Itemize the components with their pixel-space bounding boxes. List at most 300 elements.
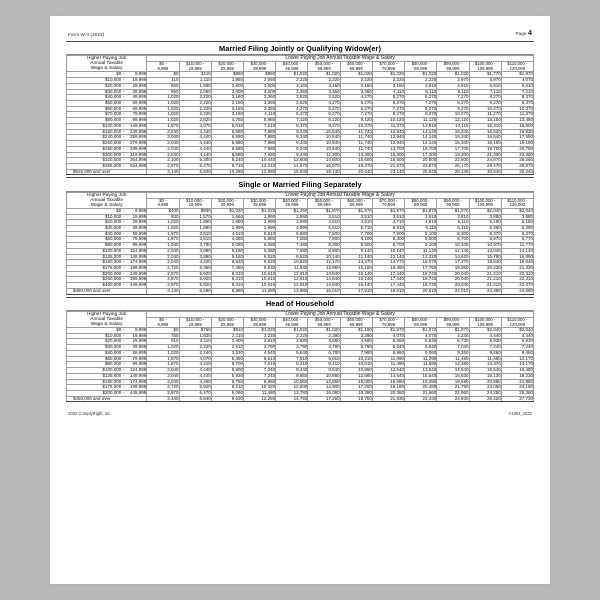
row-range-label: $450,000 and over	[67, 288, 147, 294]
table-cell: 6,310	[437, 225, 469, 231]
table-cell: 11,370	[501, 112, 533, 118]
table-cell: 6,290	[179, 288, 211, 294]
table-cell: 11,490	[372, 362, 404, 368]
range-low: $50,000	[105, 100, 122, 106]
table-cell: 15,310	[469, 123, 501, 129]
table-cell: 8,500	[405, 237, 437, 243]
table-cell: 4,440	[179, 152, 211, 158]
table-cell: 16,140	[340, 283, 372, 289]
table-cell: $1,190	[340, 328, 372, 334]
table-cell: 13,860	[308, 266, 340, 272]
column-header-bottom: 49,999	[285, 321, 299, 327]
table-cell: 3,510	[308, 214, 340, 220]
table-cell: 1,870	[147, 231, 179, 237]
table-cell: 21,210	[469, 283, 501, 289]
table-cell: 13,300	[340, 152, 372, 158]
table-cell: 16,070	[405, 260, 437, 266]
corner-header	[67, 192, 147, 208]
table-cell: 24,680	[501, 288, 533, 294]
table-cell: 12,940	[372, 141, 404, 147]
column-header-4	[276, 62, 308, 72]
table-cell: 27,730	[501, 396, 533, 402]
column-header-bottom: 59,999	[317, 321, 331, 327]
table-cell: 12,910	[276, 271, 308, 277]
table-cell: 4,440	[179, 146, 211, 152]
column-header-bottom: 19,999	[188, 202, 202, 208]
table-cell: 21,930	[372, 396, 404, 402]
range-dash: -	[123, 265, 125, 270]
table-cell: 22,390	[501, 152, 533, 158]
range-low: $0	[116, 327, 122, 333]
table-cell: $760	[179, 328, 211, 334]
table-cell: 2,220	[179, 112, 211, 118]
table-cell: 3,780	[179, 243, 211, 249]
table-cell: 17,250	[308, 396, 340, 402]
table-cell: 4,610	[340, 220, 372, 226]
corner-header-line3: Wage & Salary	[90, 202, 123, 208]
table-cell: 1,020	[147, 101, 179, 107]
table-section-married-filing-jointly	[66, 41, 534, 175]
column-header-top: $100,000 -	[474, 61, 496, 67]
table-cell: 8,270	[437, 101, 469, 107]
table-cell: 16,480	[501, 368, 533, 374]
column-header-top: $110,000 -	[507, 61, 528, 67]
table-cell: 2,040	[147, 373, 179, 379]
table-cell: 4,910	[437, 83, 469, 89]
table-cell: 3,140	[147, 288, 179, 294]
table-cell: 23,080	[469, 385, 501, 391]
table-cell: 7,010	[243, 362, 275, 368]
column-header-top: $70,000 -	[379, 197, 398, 203]
column-header-bottom: 89,999	[414, 321, 428, 327]
range-low: $260,000	[102, 140, 122, 146]
page-number: 4	[528, 30, 532, 37]
table-cell: 3,880	[179, 248, 211, 254]
table-cell: 10,540	[308, 135, 340, 141]
table-cell: 15,160	[340, 266, 372, 272]
column-header-bottom: 109,999	[477, 65, 493, 71]
corner-header-line1: Higher Paying Job	[87, 311, 127, 317]
table-cell: 5,920	[179, 385, 211, 391]
table-cell: 9,460	[469, 350, 501, 356]
table-cell: 10,610	[243, 277, 275, 283]
table-cell: 15,700	[405, 146, 437, 152]
range-low: $100,000	[102, 247, 122, 253]
table-cell: 6,520	[243, 254, 275, 260]
table-cell: 10,610	[243, 271, 275, 277]
table-cell: 14,670	[276, 163, 308, 169]
table-cell: 7,980	[243, 129, 275, 135]
table-cell: 5,910	[469, 83, 501, 89]
column-header-5	[308, 62, 340, 72]
column-header-bottom: 99,999	[446, 65, 460, 71]
table-cell: 10,370	[501, 106, 533, 112]
table-cell: 13,470	[340, 260, 372, 266]
table-cell: 8,270	[372, 112, 404, 118]
range-dash: -	[123, 332, 125, 338]
table-cell: 1,860	[211, 78, 243, 84]
table-cell: 6,110	[437, 89, 469, 95]
range-high: 29,999	[132, 82, 147, 88]
table-cell: 11,090	[372, 356, 404, 362]
page-indicator	[515, 30, 532, 37]
table-cell: 10,440	[243, 158, 275, 164]
table-cell: 12,910	[276, 283, 308, 289]
range-high: 49,999	[132, 94, 147, 100]
table-cell: $1,870	[405, 208, 437, 214]
table-cell: 8,100	[405, 231, 437, 237]
table-cell: 4,110	[243, 112, 275, 118]
range-low: $80,000	[105, 242, 122, 248]
table-cell: $0	[147, 328, 179, 334]
table-cell: 12,380	[437, 362, 469, 368]
column-header-0	[147, 318, 179, 328]
table-cell: 9,630	[211, 396, 243, 402]
table-cell: 21,330	[501, 266, 533, 272]
table-cell: 2,110	[211, 333, 243, 339]
table-cell: 6,680	[276, 231, 308, 237]
table-cell: 11,770	[501, 243, 533, 249]
table-cell: 4,610	[308, 220, 340, 226]
table-cell: 850	[147, 83, 179, 89]
table-cell: 2,040	[147, 141, 179, 147]
table-cell: 4,070	[501, 78, 533, 84]
table-cell: 4,070	[372, 333, 404, 339]
table-cell: 4,710	[372, 220, 404, 226]
table-cell: 15,340	[437, 135, 469, 141]
table-cell: 5,110	[405, 89, 437, 95]
range-dash: -	[123, 122, 125, 128]
table-cell: 18,740	[405, 283, 437, 289]
table-cell: 3,160	[211, 101, 243, 107]
table-cell: 2,220	[179, 345, 211, 351]
table-cell: 23,430	[405, 396, 437, 402]
range-low: $320,000	[102, 157, 122, 163]
table-cell: 1,990	[211, 220, 243, 226]
table-cell: 2,040	[147, 129, 179, 135]
table-cell: 1,570	[179, 214, 211, 220]
column-header-10	[469, 198, 501, 208]
table-cell: 3,160	[211, 112, 243, 118]
table-cell: 9,340	[276, 152, 308, 158]
table-cell: 1,020	[147, 95, 179, 101]
range-dash: -	[123, 230, 125, 236]
table-cell: 9,710	[211, 163, 243, 169]
table-cell: 8,270	[469, 95, 501, 101]
table-cell: 3,390	[340, 333, 372, 339]
column-header-11	[501, 318, 533, 328]
column-header-top: $20,000 -	[218, 61, 237, 67]
table-cell: 2,040	[147, 152, 179, 158]
table-cell: 1,820	[179, 333, 211, 339]
table-cell: 5,530	[405, 339, 437, 345]
table-cell: 20,360	[372, 390, 404, 396]
table-cell: 10,970	[469, 243, 501, 249]
table-cell: 8,300	[372, 237, 404, 243]
table-cell: 13,040	[469, 248, 501, 254]
column-header-bottom: 59,999	[317, 202, 331, 208]
corner-header-line2: Annual Taxable	[90, 316, 124, 322]
range-high: 19,999	[132, 213, 147, 219]
range-high: 39,999	[132, 88, 147, 94]
table-cell: 4,270	[308, 101, 340, 107]
range-low: $0	[116, 71, 122, 77]
range-dash: -	[123, 82, 125, 88]
range-low: $80,000	[105, 117, 122, 123]
table-cell: 21,210	[469, 277, 501, 283]
table-cell: 5,110	[437, 220, 469, 226]
table-cell: 20,510	[405, 288, 437, 294]
table-cell: 11,740	[340, 146, 372, 152]
table-cell: 6,470	[179, 163, 211, 169]
table-cell: 9,640	[308, 368, 340, 374]
table-cell: 32,240	[501, 169, 533, 175]
range-low: $175,000	[102, 265, 122, 270]
table-cell: 8,310	[211, 283, 243, 289]
table-cell: 12,860	[340, 373, 372, 379]
range-low: $70,000	[105, 111, 122, 117]
range-dash: -	[123, 128, 125, 134]
column-header-top: $100,000 -	[474, 317, 496, 323]
table-cell: 5,910	[372, 225, 404, 231]
table-cell: 16,540	[469, 129, 501, 135]
table-cell: 10,270	[437, 112, 469, 118]
column-header-11	[501, 198, 533, 208]
table-cell: 6,380	[469, 225, 501, 231]
range-low: $300,000	[102, 151, 122, 157]
corner-header-line3: Wage & Salary	[90, 66, 123, 72]
table-cell: 6,750	[211, 379, 243, 385]
span-header: Lower Paying Job Annual Taxable Wage & Salary	[147, 56, 534, 62]
table-cell: 5,790	[340, 345, 372, 351]
table-cell: 17,370	[437, 260, 469, 266]
table-cell: 3,360	[243, 95, 275, 101]
table-cell: 8,500	[340, 243, 372, 249]
table-cell: 7,480	[276, 243, 308, 249]
table-cell: 21,660	[405, 390, 437, 396]
table-cell: 3,910	[405, 83, 437, 89]
table-cell: 23,140	[372, 169, 404, 175]
table-cell: 2,040	[147, 368, 179, 374]
table-cell: 16,540	[469, 135, 501, 141]
table-cell: 9,340	[276, 135, 308, 141]
table-cell: 12,910	[405, 123, 437, 129]
table-cell: 7,980	[243, 152, 275, 158]
table-cell: 7,270	[372, 106, 404, 112]
range-dash: -	[123, 367, 125, 373]
table-cell: 4,240	[437, 333, 469, 339]
table-cell: 8,970	[469, 237, 501, 243]
range-high: 39,999	[132, 344, 147, 350]
table-cell: 10,100	[437, 243, 469, 249]
table-cell: 8,700	[437, 237, 469, 243]
table-cell: 14,840	[308, 271, 340, 277]
table-cell: 110	[147, 78, 179, 84]
table-cell: 22,600	[437, 158, 469, 164]
table-cell: 4,440	[179, 368, 211, 374]
table-cell: 16,100	[437, 141, 469, 147]
table-cell: $0	[147, 72, 179, 78]
table-cell: 5,610	[243, 231, 275, 237]
range-low: $100,000	[102, 367, 122, 373]
corner-header	[67, 56, 147, 72]
table-cell: 10,610	[340, 362, 372, 368]
table-cell: 4,680	[340, 339, 372, 345]
range-high: 149,999	[130, 253, 147, 259]
column-header-bottom: 79,999	[381, 321, 396, 327]
corner-header	[67, 311, 147, 327]
range-high: 124,999	[130, 367, 147, 373]
table-cell: 2,220	[405, 78, 437, 84]
range-dash: -	[123, 327, 125, 333]
column-header-top: $90,000 -	[443, 197, 462, 203]
table-cell: 5,080	[211, 243, 243, 249]
table-cell: 5,920	[179, 271, 211, 277]
table-cell: 4,420	[179, 260, 211, 266]
range-dash: -	[123, 207, 125, 213]
column-header-bottom: 79,999	[381, 202, 396, 208]
corner-header-line1: Higher Paying Job	[87, 192, 127, 198]
table-cell: 8,100	[340, 237, 372, 243]
table-cell: 3,140	[147, 396, 179, 402]
table-cell: $2,040	[469, 208, 501, 214]
table-cell: 11,740	[340, 135, 372, 141]
table-cell: 10,320	[243, 385, 275, 391]
table-cell: $1,970	[437, 208, 469, 214]
table-cell: 14,840	[308, 277, 340, 283]
table-cell: 10,540	[308, 146, 340, 152]
column-header-bottom: 120,000	[509, 202, 526, 208]
table-cell: 18,140	[308, 169, 340, 175]
table-cell: 7,900	[372, 231, 404, 237]
table-cell: 3,810	[437, 214, 469, 220]
column-header-bottom: 120,000	[509, 321, 526, 327]
table-cell: 7,110	[469, 89, 501, 95]
range-low: $150,000	[102, 378, 122, 384]
table-title-married-filing-jointly: Married Filing Jointly or Qualifying Widow(er)	[66, 41, 534, 55]
table-cell: 8,210	[211, 385, 243, 391]
range-high: 39,999	[132, 224, 147, 230]
range-high: 19,999	[132, 332, 147, 338]
table-cell: 12,140	[372, 254, 404, 260]
range-high: 279,999	[130, 140, 147, 146]
table-cell: 3,160	[372, 83, 404, 89]
table-cell: 4,990	[276, 225, 308, 231]
table-cell: 8,440	[276, 368, 308, 374]
table-cell: 17,700	[437, 146, 469, 152]
table-cell: $1,020	[276, 328, 308, 334]
table-cell: 2,220	[276, 333, 308, 339]
table-cell: 17,200	[340, 385, 372, 391]
column-header-top: $0 -	[159, 317, 167, 323]
table-cell: 2,040	[147, 146, 179, 152]
table-cell: 22,960	[437, 390, 469, 396]
table-cell: 2,510	[211, 345, 243, 351]
table-cell: 16,080	[372, 379, 404, 385]
table-cell: $1,020	[243, 328, 275, 334]
table-cell: 1,870	[147, 123, 179, 129]
copyright-notice: 2022 ComplyRight, Inc.	[68, 411, 112, 417]
range-low: $365,000	[102, 162, 122, 168]
table-cell: 3,160	[340, 83, 372, 89]
table-cell: 24,250	[469, 390, 501, 396]
table-cell: 3,360	[243, 101, 275, 107]
table-cell: 17,440	[372, 271, 404, 277]
table-cell: 2,040	[147, 260, 179, 266]
column-header-5	[308, 318, 340, 328]
column-header-bottom: 29,999	[220, 321, 234, 327]
table-cell: 21,780	[437, 385, 469, 391]
column-header-top: $30,000 -	[250, 197, 269, 203]
table-cell: 12,600	[276, 385, 308, 391]
column-header-top: $40,000 -	[282, 317, 301, 323]
table-cell: 11,370	[372, 123, 404, 129]
table-cell: 2,040	[147, 135, 179, 141]
table-cell: 8,520	[243, 260, 275, 266]
table-cell: 8,860	[243, 379, 275, 385]
table-cell: 11,270	[469, 112, 501, 118]
column-header-4	[276, 318, 308, 328]
table-cell: 5,640	[276, 350, 308, 356]
table-cell: 12,170	[308, 260, 340, 266]
table-cell: 8,700	[372, 243, 404, 249]
table-cell: 5,180	[211, 254, 243, 260]
table-cell: 5,180	[469, 220, 501, 226]
column-header-bottom: 99,999	[446, 321, 460, 327]
column-header-top: $40,000 -	[282, 61, 301, 67]
column-header-top: $10,000 -	[186, 61, 205, 67]
table-cell: 6,840	[405, 345, 437, 351]
table-cell: 9,270	[405, 112, 437, 118]
table-cell: 2,220	[340, 78, 372, 84]
table-cell: 3,990	[243, 225, 275, 231]
range-high: 99,999	[132, 117, 147, 123]
table-cell: 13,320	[405, 254, 437, 260]
column-header-6	[340, 62, 372, 72]
table-cell: 3,530	[211, 350, 243, 356]
table-cell: 6,580	[211, 135, 243, 141]
table-cell: 7,270	[437, 95, 469, 101]
column-header-top: $60,000 -	[347, 197, 366, 203]
table-section-single-or-married-filing-separately	[66, 177, 534, 294]
table-cell: 15,540	[405, 373, 437, 379]
range-high: 79,999	[132, 236, 147, 242]
table-cell: 2,820	[179, 118, 211, 124]
column-header-top: $100,000 -	[474, 197, 496, 203]
table-cell: 3,160	[211, 95, 243, 101]
table-head-of-household	[66, 311, 534, 403]
table-cell: 16,460	[372, 266, 404, 272]
table-cell: 4,460	[179, 379, 211, 385]
table-cell: 16,830	[437, 373, 469, 379]
table-cell: 12,170	[501, 356, 533, 362]
column-header-top: $90,000 -	[443, 317, 462, 323]
table-cell: 2,510	[243, 339, 275, 345]
range-dash: -	[123, 372, 125, 378]
column-header-9	[437, 62, 469, 72]
column-header-bottom: 9,999	[157, 65, 169, 71]
table-cell: 14,540	[437, 368, 469, 374]
table-cell: 14,600	[308, 158, 340, 164]
range-dash: -	[123, 378, 125, 384]
table-cell: 20,790	[501, 146, 533, 152]
range-dash: -	[123, 77, 125, 83]
table-cell: 5,930	[211, 373, 243, 379]
table-cell: 9,340	[276, 141, 308, 147]
table-cell: 26,170	[437, 163, 469, 169]
table-cell: 5,270	[308, 106, 340, 112]
table-cell: 14,840	[308, 283, 340, 289]
